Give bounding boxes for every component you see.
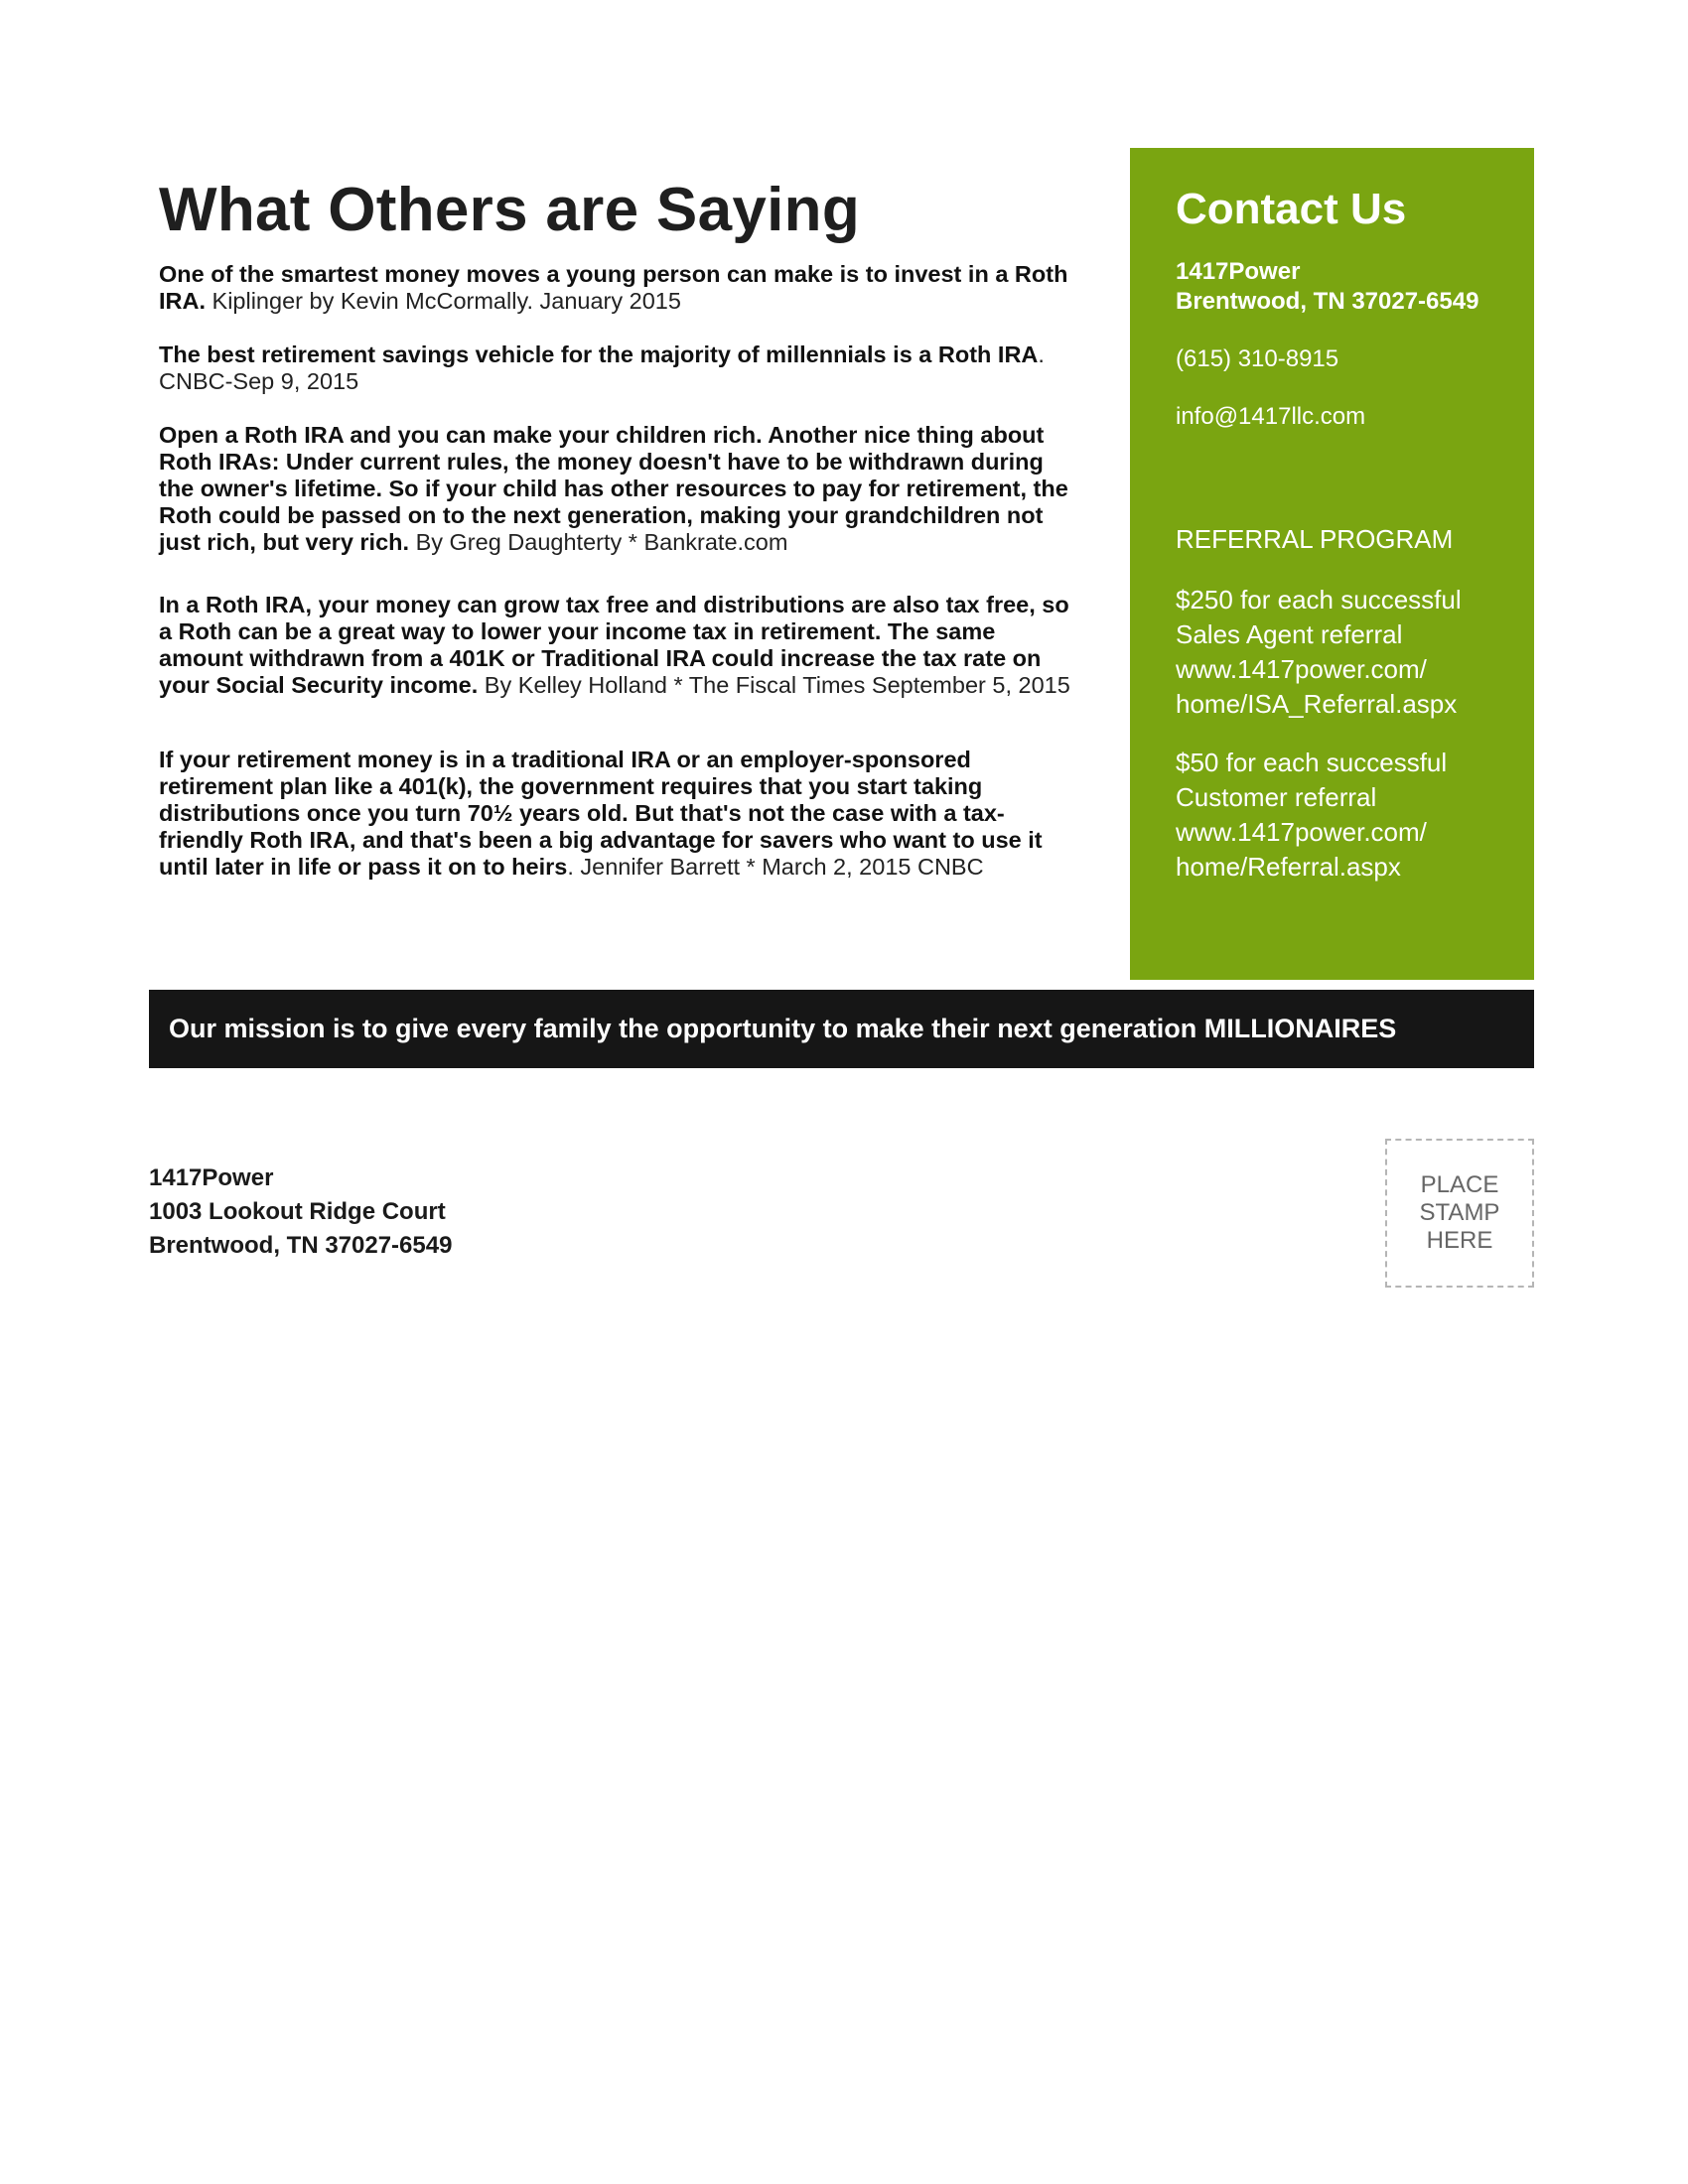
referral-link: home/Referral.aspx bbox=[1176, 852, 1401, 883]
referral-link: home/ISA_Referral.aspx bbox=[1176, 689, 1458, 720]
quote-source: Kiplinger by Kevin McCormally. January 2015 bbox=[206, 288, 681, 314]
return-address bbox=[149, 1161, 452, 1263]
stamp-text: HERE bbox=[1426, 1227, 1493, 1254]
quote-text: Open a Roth IRA and you can make your children rich. Another nice thing about Roth IRAs: Under current rules, the money doesn't have to be withdrawn during the owner's lifetime. So if your child has other resources to pay for retirement, the Roth could be passed on to the next generation, making your grandchildren not just rich, but very rich. bbox=[159, 422, 1068, 555]
referral-text: Customer referral bbox=[1176, 782, 1377, 813]
testimonial-quote bbox=[159, 261, 1070, 315]
quote-source: . CNBC-Sep 9, 2015 bbox=[159, 341, 1045, 394]
referral-text: Sales Agent referral bbox=[1176, 619, 1403, 650]
quote-text: If your retirement money is in a traditional IRA or an employer-sponsored retirement plan like a 401(k), the government requires that you start taking distributions once you turn 70½ years old. But that's not the case with a tax-friendly Roth IRA, and that's been a big advantage for savers who want to use it until later in life or pass it on to heirs bbox=[159, 747, 1043, 880]
page-title: What Others are Saying bbox=[159, 176, 861, 244]
quote-source: By Greg Daughterty * Bankrate.com bbox=[409, 529, 788, 555]
referral-link: www.1417power.com/ bbox=[1176, 654, 1427, 685]
return-address-line: 1003 Lookout Ridge Court bbox=[149, 1198, 446, 1225]
quote-text: One of the smartest money moves a young person can make is to invest in a Roth IRA. bbox=[159, 261, 1068, 314]
return-address-line: 1417Power bbox=[149, 1164, 274, 1191]
testimonial-quote bbox=[159, 747, 1070, 881]
quote-source: By Kelley Holland * The Fiscal Times September 5, 2015 bbox=[478, 672, 1070, 698]
testimonial-quote bbox=[159, 592, 1070, 699]
mission-statement: Our mission is to give every family the opportunity to make their next generation MILLIONAIRES bbox=[149, 990, 1534, 1068]
return-address-line: Brentwood, TN 37027-6549 bbox=[149, 1232, 453, 1259]
testimonial-quote bbox=[159, 341, 1070, 395]
testimonials-section bbox=[159, 261, 1070, 881]
quote-text: The best retirement savings vehicle for the majority of millennials is a Roth IRA bbox=[159, 341, 1039, 367]
referral-heading: REFERRAL PROGRAM bbox=[1176, 524, 1454, 555]
stamp-text: STAMP bbox=[1419, 1199, 1500, 1226]
contact-title: Contact Us bbox=[1176, 185, 1407, 233]
referral-link: www.1417power.com/ bbox=[1176, 817, 1427, 848]
contact-company: 1417Power bbox=[1176, 258, 1301, 286]
testimonial-quote bbox=[159, 422, 1070, 556]
referral-sales-agent bbox=[1176, 583, 1504, 722]
stamp-placeholder bbox=[1385, 1139, 1534, 1288]
quote-text: In a Roth IRA, your money can grow tax free and distributions are also tax free, so a Roth can be a great way to lower your income tax in retirement. The same amount withdrawn from a 401K or Traditional IRA could increase the tax rate on your Social Security income. bbox=[159, 592, 1069, 698]
quote-source: . Jennifer Barrett * March 2, 2015 CNBC bbox=[567, 854, 984, 880]
stamp-text: PLACE bbox=[1420, 1171, 1499, 1198]
referral-text: $50 for each successful bbox=[1176, 748, 1448, 778]
contact-address bbox=[1176, 257, 1504, 317]
referral-customer bbox=[1176, 746, 1504, 885]
contact-phone: (615) 310-8915 bbox=[1176, 345, 1339, 373]
contact-panel bbox=[1130, 148, 1534, 980]
contact-city: Brentwood, TN 37027-6549 bbox=[1176, 288, 1479, 316]
referral-text: $250 for each successful bbox=[1176, 585, 1462, 615]
contact-email: info@1417llc.com bbox=[1176, 403, 1366, 431]
